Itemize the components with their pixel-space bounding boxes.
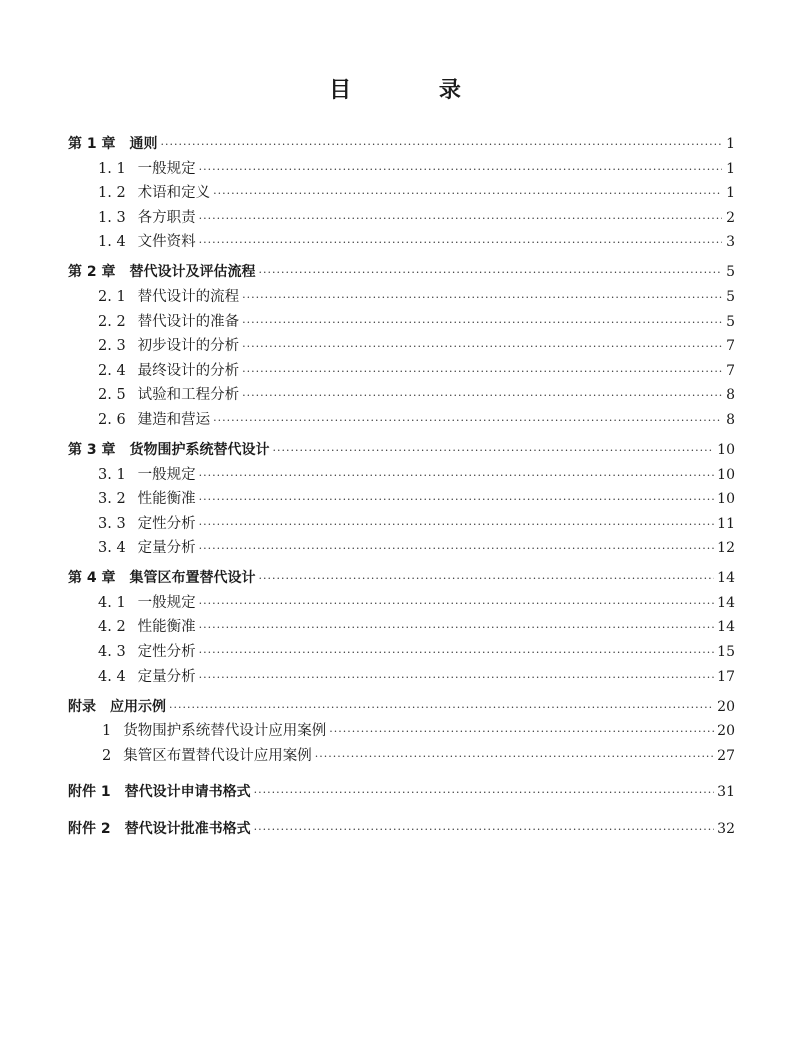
toc-entry-title: 试验和工程分析	[137, 387, 240, 404]
toc-entry-number: 第 3 章	[68, 441, 116, 458]
dot-leader	[169, 696, 714, 721]
toc-entry-title: 文件资料	[137, 234, 196, 251]
toc-entry-number: 1. 1	[98, 160, 126, 177]
toc-entry-title: 替代设计的准备	[137, 313, 240, 330]
toc-entry-number: 3. 3	[98, 515, 126, 532]
toc-entry-chapter-4[interactable]	[68, 566, 735, 591]
dot-leader	[199, 158, 722, 183]
toc-entry-section-2-5[interactable]	[68, 383, 735, 408]
toc-entry-title: 替代设计申请书格式	[124, 784, 251, 801]
toc-entry-number: 3. 2	[98, 491, 126, 508]
toc-entry-title: 替代设计及评估流程	[129, 264, 256, 281]
toc-entry-number: 4. 3	[98, 644, 126, 661]
toc-entry-number: 第 1 章	[68, 136, 116, 152]
toc-entry-title: 一般规定	[137, 594, 196, 611]
toc-entry-number: 2. 5	[98, 387, 126, 404]
toc-entry-number: 1. 2	[98, 185, 126, 202]
dot-leader	[329, 720, 714, 745]
toc-entry-section-2-1[interactable]	[68, 285, 735, 310]
toc-entry-title: 定量分析	[137, 668, 196, 685]
toc-entry-chapter-2[interactable]	[68, 260, 735, 285]
toc-entry-number: 附录	[68, 698, 96, 715]
toc-entry-number: 附件 2	[68, 821, 111, 837]
dot-leader	[273, 439, 715, 464]
toc-entry-page: 5	[726, 288, 735, 305]
toc-entry-chapter-3[interactable]	[68, 438, 735, 463]
dot-leader	[199, 464, 715, 489]
table-of-contents	[68, 132, 735, 842]
toc-entry-title: 替代设计的流程	[137, 288, 240, 305]
toc-entry-page: 5	[726, 264, 735, 281]
toc-entry-number: 3. 1	[98, 466, 126, 483]
toc-entry-title: 替代设计批准书格式	[124, 821, 251, 837]
toc-entry-title: 最终设计的分析	[137, 362, 240, 379]
toc-entry-attachment-2[interactable]	[68, 817, 735, 842]
toc-entry-appendix[interactable]	[68, 695, 735, 720]
dot-leader	[254, 781, 715, 806]
toc-entry-page: 31	[717, 784, 735, 801]
toc-entry-title: 货物围护系统替代设计应用案例	[123, 723, 327, 740]
dot-leader	[161, 133, 723, 158]
toc-entry-section-1-3[interactable]	[68, 206, 735, 231]
toc-entry-number: 2. 3	[98, 338, 126, 355]
dot-leader	[242, 311, 722, 336]
toc-entry-title: 定性分析	[137, 644, 196, 661]
dot-leader	[199, 537, 715, 562]
dot-leader	[254, 818, 715, 843]
toc-entry-title: 货物围护系统替代设计	[129, 441, 270, 458]
toc-entry-section-1-2[interactable]	[68, 181, 735, 206]
toc-entry-section-4-3[interactable]	[68, 640, 735, 665]
toc-entry-number: 第 2 章	[68, 264, 116, 281]
toc-entry-number: 第 4 章	[68, 570, 116, 587]
toc-entry-page: 10	[717, 466, 735, 483]
toc-entry-title: 术语和定义	[137, 185, 211, 202]
toc-entry-page: 1	[726, 136, 735, 152]
toc-entry-appendix-2[interactable]	[68, 744, 735, 769]
toc-entry-number: 附件 1	[68, 784, 111, 801]
toc-entry-page: 17	[717, 668, 735, 685]
toc-entry-page: 7	[726, 338, 735, 355]
toc-entry-number: 2. 6	[98, 411, 126, 428]
toc-entry-number: 4. 2	[98, 619, 126, 636]
toc-entry-title: 集管区布置替代设计应用案例	[123, 747, 312, 764]
toc-entry-section-1-4[interactable]	[68, 230, 735, 255]
dot-leader	[199, 641, 715, 666]
toc-entry-section-2-2[interactable]	[68, 310, 735, 335]
dot-leader	[315, 745, 714, 770]
toc-entry-number: 1. 4	[98, 234, 126, 251]
toc-entry-page: 27	[717, 747, 735, 764]
toc-entry-page: 10	[717, 491, 735, 508]
toc-entry-page: 32	[717, 821, 735, 837]
dot-leader	[259, 261, 723, 286]
toc-entry-page: 8	[726, 387, 735, 404]
dot-leader	[199, 231, 722, 256]
toc-entry-section-3-3[interactable]	[68, 512, 735, 537]
toc-entry-page: 1	[726, 160, 735, 177]
toc-entry-title: 定量分析	[137, 540, 196, 557]
toc-entry-page: 14	[717, 570, 735, 587]
dot-leader	[242, 335, 722, 360]
toc-entry-page: 8	[726, 411, 735, 428]
toc-entry-section-4-4[interactable]	[68, 665, 735, 690]
toc-entry-title: 定性分析	[137, 515, 196, 532]
toc-entry-number: 3. 4	[98, 540, 126, 557]
toc-entry-title: 各方职责	[137, 209, 196, 226]
dot-leader	[199, 488, 715, 513]
toc-entry-title: 性能衡准	[137, 491, 196, 508]
toc-entry-section-2-4[interactable]	[68, 359, 735, 384]
toc-entry-number: 4. 1	[98, 594, 126, 611]
toc-entry-section-3-2[interactable]	[68, 487, 735, 512]
toc-entry-title: 性能衡准	[137, 619, 196, 636]
toc-entry-page: 14	[717, 594, 735, 611]
toc-entry-number: 1. 3	[98, 209, 126, 226]
dot-leader	[199, 207, 722, 232]
toc-entry-attachment-1[interactable]	[68, 780, 735, 805]
toc-entry-page: 7	[726, 362, 735, 379]
toc-entry-page: 11	[717, 515, 735, 532]
page-title: 目 录	[329, 78, 501, 103]
toc-entry-title: 通则	[129, 136, 158, 152]
dot-leader	[242, 384, 722, 409]
toc-entry-appendix-1[interactable]	[68, 719, 735, 744]
toc-entry-chapter-1[interactable]	[68, 132, 735, 157]
toc-entry-number: 4. 4	[98, 668, 126, 685]
dot-leader	[199, 513, 715, 538]
toc-entry-title: 建造和营运	[137, 411, 211, 428]
toc-entry-page: 20	[717, 698, 735, 715]
toc-entry-page: 5	[726, 313, 735, 330]
toc-entry-number: 2. 1	[98, 288, 126, 305]
toc-entry-section-1-1[interactable]	[68, 157, 735, 182]
toc-entry-page: 14	[717, 619, 735, 636]
toc-entry-title: 初步设计的分析	[137, 338, 240, 355]
toc-entry-title: 应用示例	[110, 698, 166, 715]
toc-entry-page: 2	[726, 209, 735, 226]
toc-entry-page: 10	[717, 441, 735, 458]
toc-entry-number: 1	[102, 723, 112, 740]
dot-leader	[199, 616, 715, 641]
toc-entry-section-2-3[interactable]	[68, 334, 735, 359]
toc-entry-number: 2. 2	[98, 313, 126, 330]
toc-entry-section-3-1[interactable]	[68, 463, 735, 488]
toc-entry-page: 20	[717, 723, 735, 740]
toc-entry-page: 12	[717, 540, 735, 557]
toc-entry-title: 一般规定	[137, 160, 196, 177]
dot-leader	[213, 182, 722, 207]
toc-entry-page: 3	[726, 234, 735, 251]
toc-entry-section-4-1[interactable]	[68, 591, 735, 616]
dot-leader	[199, 666, 715, 691]
dot-leader	[242, 360, 722, 385]
dot-leader	[199, 592, 715, 617]
toc-entry-page: 15	[717, 644, 735, 661]
toc-entry-title: 集管区布置替代设计	[129, 570, 256, 587]
toc-entry-number: 2	[102, 747, 112, 764]
dot-leader	[242, 286, 722, 311]
dot-leader	[213, 409, 722, 434]
toc-entry-section-2-6[interactable]	[68, 408, 735, 433]
toc-entry-section-4-2[interactable]	[68, 615, 735, 640]
toc-entry-title: 一般规定	[137, 466, 196, 483]
toc-entry-page: 1	[726, 185, 735, 202]
toc-entry-number: 2. 4	[98, 362, 126, 379]
dot-leader	[259, 567, 715, 592]
toc-entry-section-3-4[interactable]	[68, 536, 735, 561]
